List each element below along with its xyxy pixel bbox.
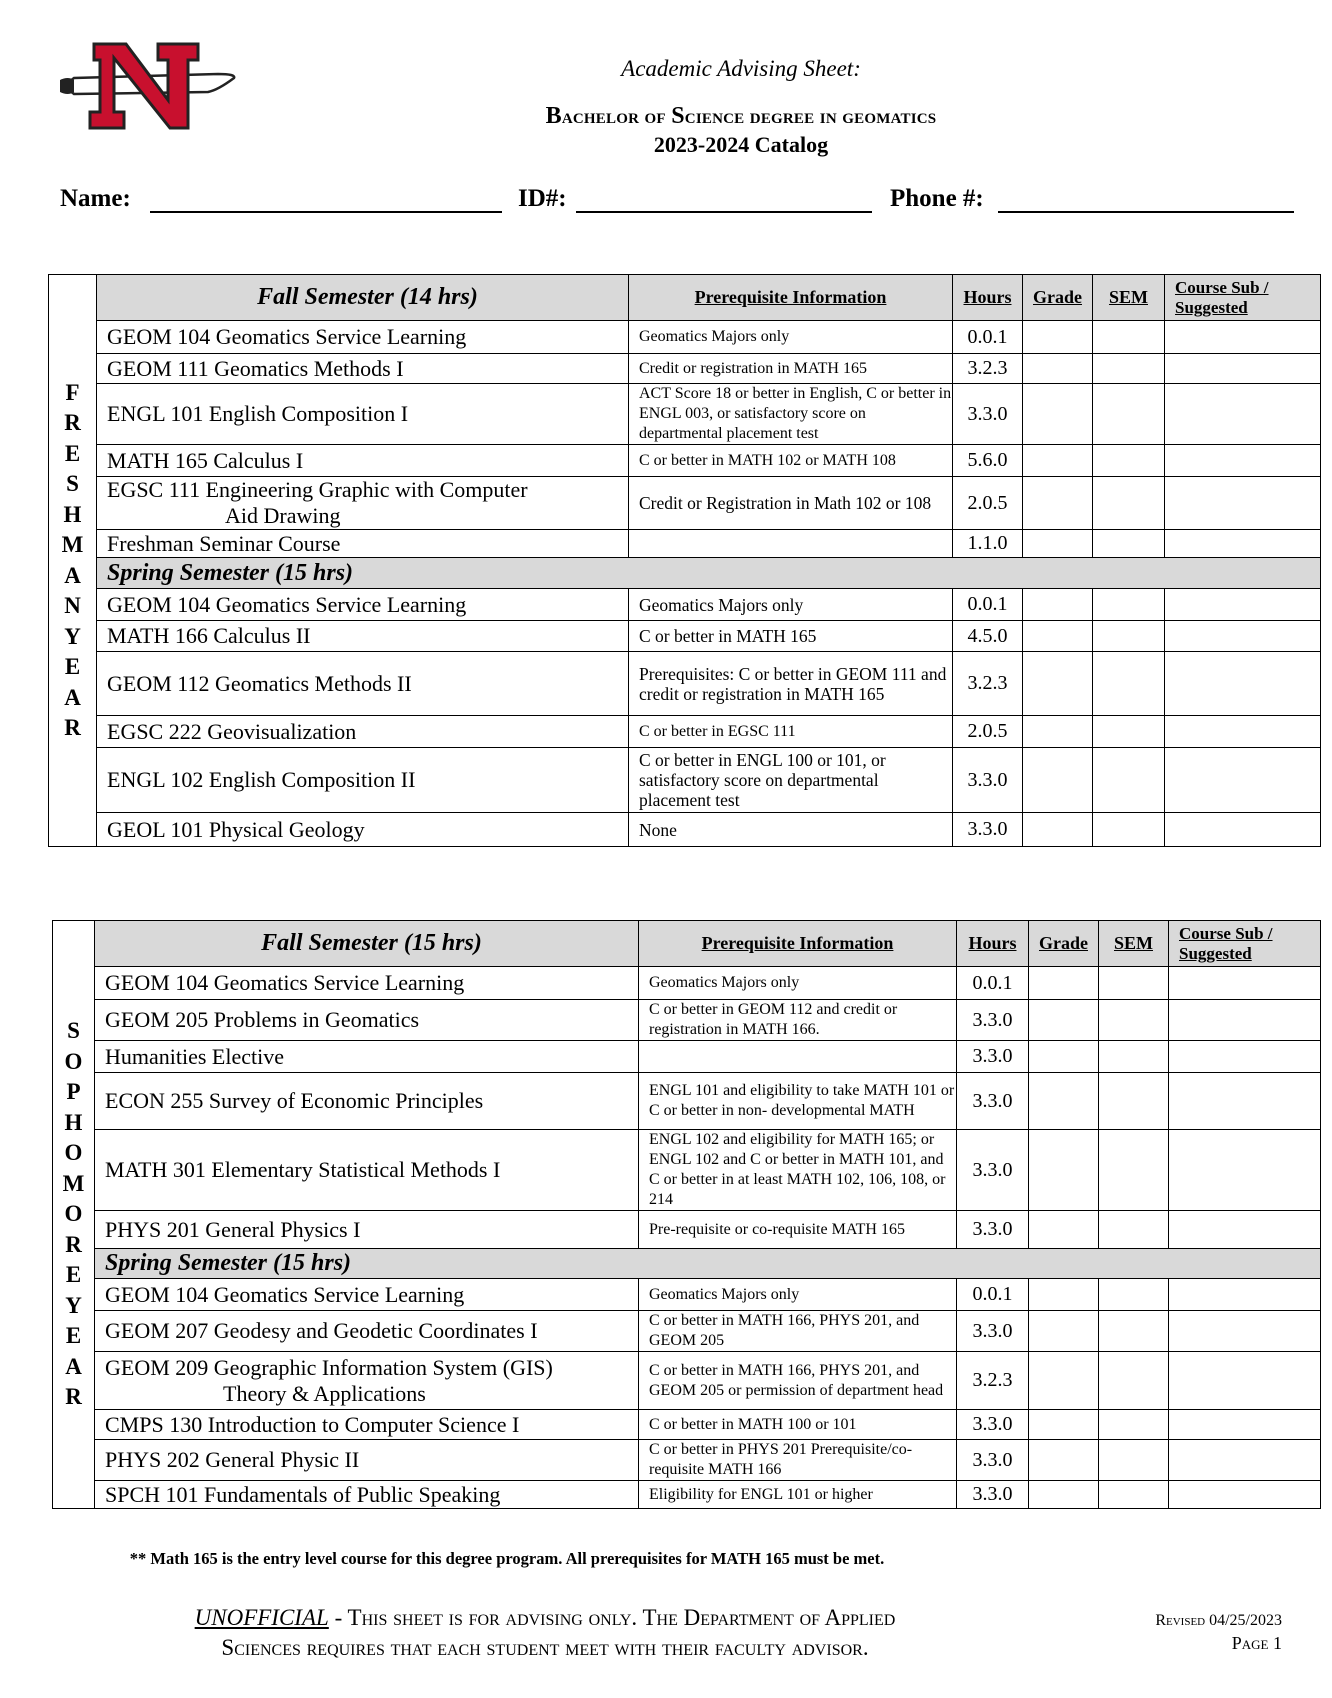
unofficial-label: UNOFFICIAL bbox=[194, 1605, 329, 1630]
grade-column-header: Grade bbox=[1023, 275, 1093, 321]
credit-hours: 3.2.3 bbox=[957, 1352, 1029, 1410]
course-sub-cell[interactable] bbox=[1165, 748, 1321, 813]
year-letter: O bbox=[64, 1140, 83, 1166]
credit-hours: 3.3.0 bbox=[957, 1440, 1029, 1481]
year-letter: F bbox=[65, 379, 80, 405]
course-title-cont: Aid Drawing bbox=[225, 503, 341, 528]
course-sub-cell[interactable] bbox=[1165, 321, 1321, 354]
sem-cell[interactable] bbox=[1099, 1279, 1169, 1311]
grade-cell[interactable] bbox=[1029, 1279, 1099, 1311]
course-name bbox=[95, 1481, 639, 1509]
sem-cell[interactable] bbox=[1093, 716, 1165, 748]
course-title: GEOM 104 Geomatics Service Learning bbox=[105, 1281, 465, 1307]
grade-cell[interactable] bbox=[1023, 748, 1093, 813]
table-row bbox=[49, 530, 1321, 558]
course-name bbox=[95, 1279, 639, 1311]
year-letter: E bbox=[65, 1262, 82, 1288]
sem-cell[interactable] bbox=[1093, 321, 1165, 354]
grade-cell[interactable] bbox=[1029, 1211, 1099, 1249]
prereq-column-header: Prerequisite Information bbox=[629, 275, 953, 321]
course-name bbox=[95, 1073, 639, 1130]
course-name bbox=[97, 748, 629, 813]
credit-hours: 3.3.0 bbox=[957, 1211, 1029, 1249]
name-field[interactable] bbox=[150, 185, 502, 213]
sem-cell[interactable] bbox=[1093, 445, 1165, 477]
year-letter: P bbox=[66, 1079, 81, 1105]
course-sub-cell[interactable] bbox=[1169, 1481, 1321, 1509]
course-title: GEOM 112 Geomatics Methods II bbox=[107, 670, 412, 696]
grade-cell[interactable] bbox=[1029, 1073, 1099, 1130]
course-title: ECON 255 Survey of Economic Principles bbox=[105, 1088, 484, 1113]
table-row bbox=[49, 813, 1321, 847]
course-sub-cell[interactable] bbox=[1169, 1352, 1321, 1410]
fall-semester-title: Fall Semester (15 hrs) bbox=[95, 921, 639, 967]
course-name bbox=[95, 1130, 639, 1211]
table-row bbox=[53, 1000, 1321, 1041]
grade-cell[interactable] bbox=[1023, 621, 1093, 652]
table-row bbox=[53, 1410, 1321, 1440]
course-title: GEOM 209 Geographic Information System (GIS) bbox=[105, 1354, 553, 1380]
credit-hours: 3.3.0 bbox=[957, 1073, 1029, 1130]
credit-hours: 5.6.0 bbox=[953, 445, 1023, 477]
course-sub-cell[interactable] bbox=[1165, 716, 1321, 748]
credit-hours: 3.3.0 bbox=[953, 813, 1023, 847]
credit-hours: 4.5.0 bbox=[953, 621, 1023, 652]
grade-cell[interactable] bbox=[1029, 967, 1099, 1000]
year-letter: R bbox=[65, 1384, 82, 1410]
course-title: Humanities Elective bbox=[105, 1043, 284, 1069]
course-sub-cell[interactable] bbox=[1169, 967, 1321, 1000]
course-sub-cell[interactable] bbox=[1165, 354, 1321, 384]
course-title: EGSC 111 Engineering Graphic with Computer bbox=[107, 477, 528, 502]
prerequisite-info: C or better in ENGL 100 or 101, or satisfactory score on departmental placement test bbox=[629, 748, 953, 813]
page-number: Page 1 bbox=[1231, 1633, 1282, 1653]
prerequisite-info: C or better in PHYS 201 Prerequisite/co-requisite MATH 166 bbox=[639, 1440, 957, 1481]
course-sub-column-header bbox=[1169, 921, 1321, 967]
table-row bbox=[53, 1130, 1321, 1211]
prerequisite-info: ENGL 102 and eligibility for MATH 165; or ENGL 102 and C or better in MATH 101, and C or better in at least MATH 102, 106, 108, or 214 bbox=[639, 1130, 957, 1211]
table-row bbox=[53, 1211, 1321, 1249]
course-title: GEOM 205 Problems in Geomatics bbox=[105, 1007, 420, 1032]
sem-cell[interactable] bbox=[1093, 652, 1165, 716]
sem-cell[interactable] bbox=[1099, 1311, 1169, 1352]
course-title: GEOL 101 Physical Geology bbox=[107, 816, 365, 842]
year-letter: N bbox=[64, 593, 81, 618]
table-row bbox=[49, 621, 1321, 652]
prerequisite-info: Eligibility for ENGL 101 or higher bbox=[639, 1481, 957, 1509]
course-title: GEOM 104 Geomatics Service Learning bbox=[105, 970, 465, 995]
year-letter: A bbox=[64, 684, 81, 710]
grade-cell[interactable] bbox=[1023, 477, 1093, 530]
grade-cell[interactable] bbox=[1029, 1481, 1099, 1509]
table-row bbox=[53, 1481, 1321, 1509]
course-title: PHYS 202 General Physic II bbox=[105, 1447, 360, 1472]
grade-cell[interactable] bbox=[1029, 1440, 1099, 1481]
course-name bbox=[97, 445, 629, 477]
table-row bbox=[49, 652, 1321, 716]
sem-cell[interactable] bbox=[1099, 1211, 1169, 1249]
sem-cell[interactable] bbox=[1099, 1410, 1169, 1440]
prerequisite-info bbox=[629, 530, 953, 558]
table-row bbox=[53, 1279, 1321, 1311]
revised-date: Revised 04/25/2023 bbox=[1155, 1612, 1282, 1629]
course-title: SPCH 101 Fundamentals of Public Speaking bbox=[105, 1481, 501, 1507]
name-label: Name: bbox=[60, 185, 131, 212]
grade-cell[interactable] bbox=[1023, 530, 1093, 558]
course-name bbox=[97, 589, 629, 621]
year-letter: E bbox=[65, 1323, 82, 1349]
credit-hours: 3.3.0 bbox=[957, 1410, 1029, 1440]
prerequisite-info: Pre-requisite or co-requisite MATH 165 bbox=[639, 1211, 957, 1249]
grade-cell[interactable] bbox=[1023, 445, 1093, 477]
spring-semester-title: Spring Semester (15 hrs) bbox=[97, 558, 1321, 589]
grade-cell[interactable] bbox=[1023, 589, 1093, 621]
prerequisite-info: Geomatics Majors only bbox=[639, 1279, 957, 1311]
entry-level-note: ** Math 165 is the entry level course for this degree program. All prerequisites for MATH 165 must be met. bbox=[129, 1549, 885, 1568]
id-field[interactable] bbox=[576, 185, 872, 213]
prerequisite-info: C or better in MATH 100 or 101 bbox=[639, 1410, 957, 1440]
course-title: CMPS 130 Introduction to Computer Science I bbox=[105, 1411, 520, 1437]
year-letter: O bbox=[64, 1201, 83, 1227]
table-row bbox=[53, 1440, 1321, 1481]
sophomore-year-table bbox=[52, 920, 1321, 1509]
year-letter: S bbox=[67, 1018, 80, 1044]
credit-hours: 3.3.0 bbox=[957, 1000, 1029, 1041]
prerequisite-info: Credit or Registration in Math 102 or 108 bbox=[629, 477, 953, 530]
course-name bbox=[95, 1352, 639, 1410]
table-row bbox=[49, 589, 1321, 621]
course-sub-cell[interactable] bbox=[1165, 530, 1321, 558]
sem-cell[interactable] bbox=[1093, 477, 1165, 530]
sem-cell[interactable] bbox=[1099, 1481, 1169, 1509]
course-name bbox=[97, 621, 629, 652]
sem-cell[interactable] bbox=[1093, 813, 1165, 847]
table-row bbox=[53, 1352, 1321, 1410]
course-name bbox=[97, 477, 629, 530]
course-name bbox=[97, 716, 629, 748]
course-title: ENGL 102 English Composition II bbox=[107, 767, 416, 792]
course-sub-cell[interactable] bbox=[1169, 1311, 1321, 1352]
year-letter: M bbox=[61, 532, 84, 557]
course-sub-cell[interactable] bbox=[1165, 384, 1321, 445]
sheet-subtitle: Academic Advising Sheet: bbox=[621, 56, 861, 81]
sem-column-header: SEM bbox=[1099, 921, 1169, 967]
id-label: ID#: bbox=[518, 185, 567, 212]
sem-cell[interactable] bbox=[1099, 1073, 1169, 1130]
course-title: MATH 166 Calculus II bbox=[107, 623, 311, 648]
credit-hours: 3.3.0 bbox=[957, 1481, 1029, 1509]
sem-cell[interactable] bbox=[1093, 589, 1165, 621]
grade-cell[interactable] bbox=[1023, 321, 1093, 354]
prerequisite-info: ENGL 101 and eligibility to take MATH 101 or C or better in non- developmental MATH bbox=[639, 1073, 957, 1130]
grade-cell[interactable] bbox=[1029, 1041, 1099, 1073]
credit-hours: 0.0.1 bbox=[953, 321, 1023, 354]
prereq-column-header: Prerequisite Information bbox=[639, 921, 957, 967]
sem-cell[interactable] bbox=[1099, 1440, 1169, 1481]
course-sub-column-header bbox=[1165, 275, 1321, 321]
table-row bbox=[49, 384, 1321, 445]
suggested-label: Suggested bbox=[1179, 943, 1252, 963]
course-title: ENGL 101 English Composition I bbox=[107, 401, 409, 426]
course-name bbox=[95, 1410, 639, 1440]
year-letter: O bbox=[64, 1048, 83, 1074]
course-sub-cell[interactable] bbox=[1169, 1410, 1321, 1440]
sem-cell[interactable] bbox=[1093, 530, 1165, 558]
credit-hours: 3.3.0 bbox=[953, 748, 1023, 813]
grade-cell[interactable] bbox=[1029, 1000, 1099, 1041]
revision-info bbox=[1082, 1610, 1282, 1654]
course-name bbox=[97, 813, 629, 847]
course-name bbox=[95, 1000, 639, 1041]
credit-hours: 3.2.3 bbox=[953, 652, 1023, 716]
grade-cell[interactable] bbox=[1023, 716, 1093, 748]
year-letter: H bbox=[64, 1109, 83, 1135]
hours-column-header: Hours bbox=[957, 921, 1029, 967]
prerequisite-info: ACT Score 18 or better in English, C or better in ENGL 003, or satisfactory score on departmental placement test bbox=[629, 384, 953, 445]
table-row bbox=[49, 354, 1321, 384]
course-sub-label: Course Sub / bbox=[1175, 277, 1269, 297]
prerequisite-info: C or better in MATH 166, PHYS 201, and GEOM 205 bbox=[639, 1311, 957, 1352]
prerequisite-info: None bbox=[629, 813, 953, 847]
grade-cell[interactable] bbox=[1023, 384, 1093, 445]
grade-cell[interactable] bbox=[1023, 652, 1093, 716]
credit-hours: 3.3.0 bbox=[957, 1311, 1029, 1352]
sem-cell[interactable] bbox=[1093, 384, 1165, 445]
sem-cell[interactable] bbox=[1099, 967, 1169, 1000]
prerequisite-info: C or better in MATH 102 or MATH 108 bbox=[629, 445, 953, 477]
course-title: GEOM 111 Geomatics Methods I bbox=[107, 355, 404, 381]
course-name bbox=[97, 384, 629, 445]
table-row bbox=[49, 716, 1321, 748]
course-title: Freshman Seminar Course bbox=[107, 530, 341, 556]
freshman-year-table bbox=[48, 274, 1321, 847]
credit-hours: 3.3.0 bbox=[953, 384, 1023, 445]
year-letter: A bbox=[64, 562, 81, 588]
table-row bbox=[49, 445, 1321, 477]
sophomore-year-label bbox=[53, 921, 95, 1509]
credit-hours: 2.0.5 bbox=[953, 716, 1023, 748]
year-letter: S bbox=[66, 471, 79, 496]
year-letter: E bbox=[64, 440, 81, 466]
grade-cell[interactable] bbox=[1029, 1311, 1099, 1352]
table-row bbox=[49, 748, 1321, 813]
course-sub-cell[interactable] bbox=[1165, 589, 1321, 621]
prerequisite-info: Geomatics Majors only bbox=[629, 589, 953, 621]
course-name bbox=[97, 354, 629, 384]
course-title: GEOM 104 Geomatics Service Learning bbox=[107, 591, 467, 617]
prerequisite-info: C or better in MATH 166, PHYS 201, and GEOM 205 or permission of department head bbox=[639, 1352, 957, 1410]
grade-cell[interactable] bbox=[1029, 1352, 1099, 1410]
hours-column-header: Hours bbox=[953, 275, 1023, 321]
course-sub-cell[interactable] bbox=[1165, 813, 1321, 847]
year-letter: M bbox=[62, 1170, 85, 1196]
year-letter: R bbox=[65, 1231, 82, 1257]
course-sub-cell[interactable] bbox=[1169, 1440, 1321, 1481]
prerequisite-info: Credit or registration in MATH 165 bbox=[629, 354, 953, 384]
course-sub-cell[interactable] bbox=[1169, 1000, 1321, 1041]
year-letter: Y bbox=[65, 1292, 82, 1318]
prerequisite-info: Geomatics Majors only bbox=[629, 321, 953, 354]
credit-hours: 3.3.0 bbox=[957, 1041, 1029, 1073]
suggested-label: Suggested bbox=[1175, 297, 1248, 317]
grade-column-header: Grade bbox=[1029, 921, 1099, 967]
course-name bbox=[95, 1211, 639, 1249]
grade-cell[interactable] bbox=[1029, 1130, 1099, 1211]
table-row bbox=[53, 967, 1321, 1000]
fall-semester-title: Fall Semester (14 hrs) bbox=[97, 275, 629, 321]
year-letter: R bbox=[64, 410, 81, 435]
grade-cell[interactable] bbox=[1023, 813, 1093, 847]
prerequisite-info: Prerequisites: C or better in GEOM 111 and credit or registration in MATH 165 bbox=[629, 652, 953, 716]
course-name bbox=[95, 1440, 639, 1481]
grade-cell[interactable] bbox=[1029, 1410, 1099, 1440]
sem-cell[interactable] bbox=[1093, 354, 1165, 384]
advising-disclaimer: UNOFFICIAL - This sheet is for advising only. The Department of Applied Sciences requires that each student meet with their faculty advisor. bbox=[194, 1605, 896, 1660]
course-sub-cell[interactable] bbox=[1169, 1211, 1321, 1249]
course-name bbox=[97, 652, 629, 716]
course-sub-cell[interactable] bbox=[1169, 1279, 1321, 1311]
sem-cell[interactable] bbox=[1099, 1000, 1169, 1041]
course-sub-cell[interactable] bbox=[1165, 445, 1321, 477]
prerequisite-info: Geomatics Majors only bbox=[639, 967, 957, 1000]
year-letter: A bbox=[65, 1353, 82, 1379]
course-sub-cell[interactable] bbox=[1165, 652, 1321, 716]
year-letter: H bbox=[63, 501, 82, 527]
credit-hours: 0.0.1 bbox=[957, 967, 1029, 1000]
sem-cell[interactable] bbox=[1099, 1041, 1169, 1073]
course-sub-label: Course Sub / bbox=[1179, 923, 1273, 943]
phone-field[interactable] bbox=[998, 185, 1294, 213]
year-letter: Y bbox=[64, 623, 81, 649]
table-row bbox=[49, 477, 1321, 530]
sem-cell[interactable] bbox=[1093, 621, 1165, 652]
sem-cell[interactable] bbox=[1093, 748, 1165, 813]
course-title: MATH 301 Elementary Statistical Methods I bbox=[105, 1157, 501, 1182]
course-name bbox=[97, 530, 629, 558]
credit-hours: 3.3.0 bbox=[957, 1130, 1029, 1211]
course-name bbox=[95, 1311, 639, 1352]
prerequisite-info: C or better in GEOM 112 and credit or registration in MATH 166. bbox=[639, 1000, 957, 1041]
credit-hours: 2.0.5 bbox=[953, 477, 1023, 530]
grade-cell[interactable] bbox=[1023, 354, 1093, 384]
table-row bbox=[49, 321, 1321, 354]
course-sub-cell[interactable] bbox=[1169, 1130, 1321, 1211]
table-row bbox=[53, 1311, 1321, 1352]
course-sub-cell[interactable] bbox=[1169, 1041, 1321, 1073]
course-title: GEOM 207 Geodesy and Geodetic Coordinates I bbox=[105, 1318, 538, 1343]
course-sub-cell[interactable] bbox=[1165, 477, 1321, 530]
degree-title: Bachelor of Science degree in geomatics bbox=[545, 103, 937, 129]
sem-cell[interactable] bbox=[1099, 1130, 1169, 1211]
course-name bbox=[95, 967, 639, 1000]
catalog-year: 2023-2024 Catalog bbox=[653, 132, 829, 157]
prerequisite-info: C or better in MATH 165 bbox=[629, 621, 953, 652]
course-title: EGSC 222 Geovisualization bbox=[107, 718, 357, 744]
year-letter: R bbox=[64, 715, 81, 740]
credit-hours: 3.2.3 bbox=[953, 354, 1023, 384]
credit-hours: 0.0.1 bbox=[957, 1279, 1029, 1311]
spring-semester-title: Spring Semester (15 hrs) bbox=[95, 1249, 1321, 1279]
course-name bbox=[97, 321, 629, 354]
phone-label: Phone #: bbox=[890, 185, 984, 212]
course-title: GEOM 104 Geomatics Service Learning bbox=[107, 324, 467, 349]
table-row bbox=[53, 1073, 1321, 1130]
course-name bbox=[95, 1041, 639, 1073]
table-row bbox=[53, 1041, 1321, 1073]
prerequisite-info bbox=[639, 1041, 957, 1073]
prerequisite-info: C or better in EGSC 111 bbox=[629, 716, 953, 748]
freshman-year-label bbox=[49, 275, 97, 847]
credit-hours: 0.0.1 bbox=[953, 589, 1023, 621]
sem-column-header: SEM bbox=[1093, 275, 1165, 321]
course-sub-cell[interactable] bbox=[1169, 1073, 1321, 1130]
course-title: MATH 165 Calculus I bbox=[107, 447, 304, 473]
course-title: PHYS 201 General Physics I bbox=[105, 1216, 361, 1242]
credit-hours: 1.1.0 bbox=[953, 530, 1023, 558]
year-letter: E bbox=[64, 654, 81, 679]
course-title-cont: Theory & Applications bbox=[223, 1380, 426, 1406]
sem-cell[interactable] bbox=[1099, 1352, 1169, 1410]
course-sub-cell[interactable] bbox=[1165, 621, 1321, 652]
